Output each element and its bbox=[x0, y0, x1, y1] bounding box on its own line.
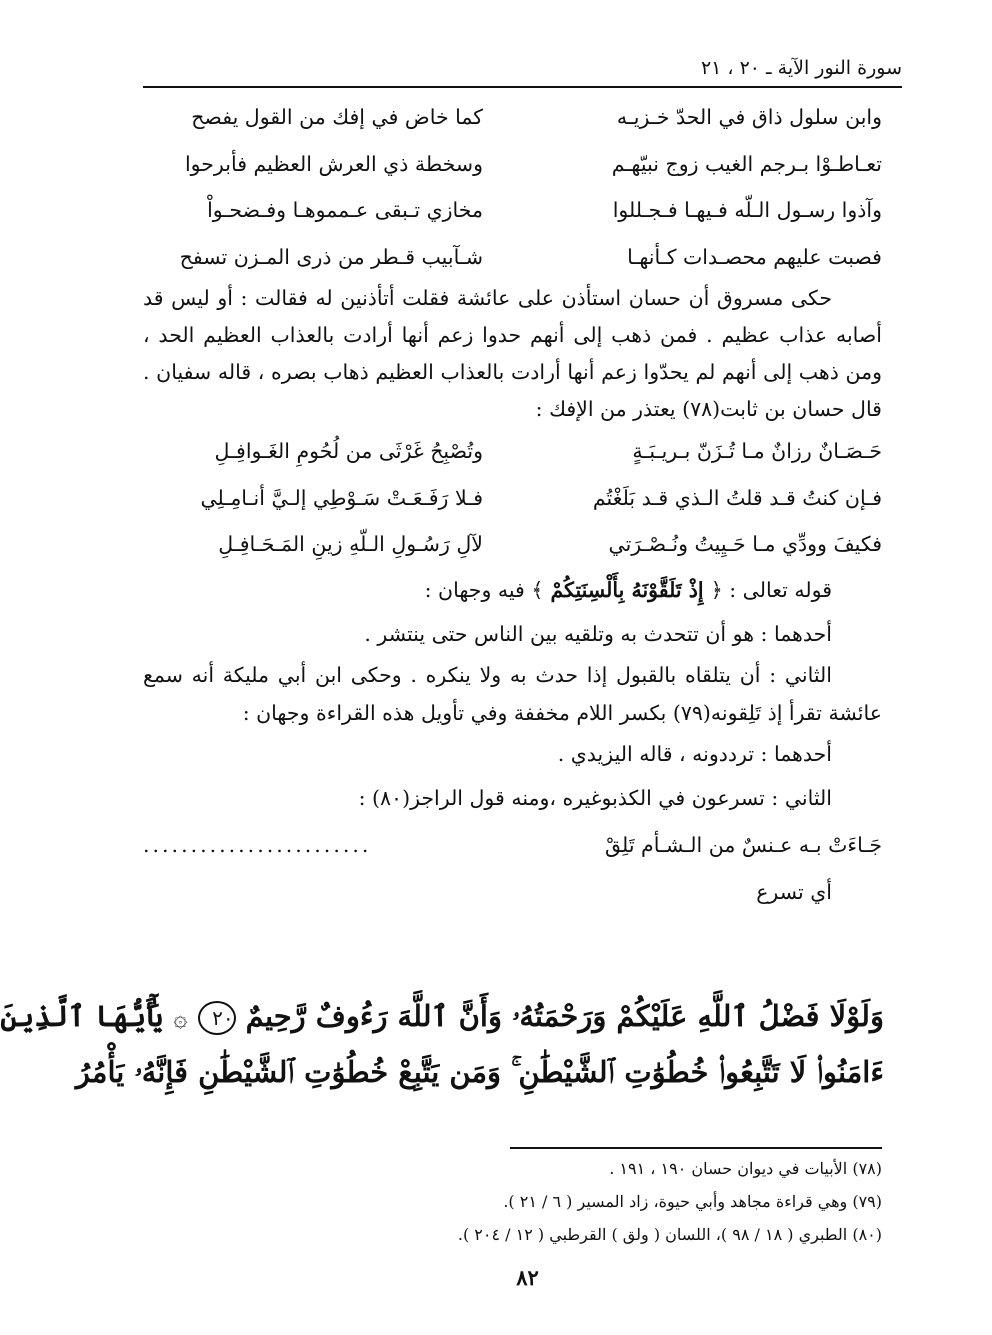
reading-interpretation-1: أحدهما : ترددونه ، قاله اليزيدي . bbox=[557, 741, 832, 766]
verse-first-hemistich: تعـاطـوْا بـرجم الغيب زوج نبيّهـم bbox=[611, 151, 882, 176]
verse-second-hemistich: مخازي تـبقى عـمموهـا وفـضحـواْ bbox=[207, 198, 483, 222]
page-number: ٨٢ bbox=[516, 1265, 539, 1290]
verse-second-hemistich: شـآبيب قـطر من ذرى المـزن تسفح bbox=[179, 244, 483, 269]
verse-second-hemistich: فـلا رَفَـعَـتْ سَـوْطِي إلـيَّ أنـامِـلِي bbox=[200, 485, 483, 510]
verse-first-hemistich: حَـصَـانٌ رزانٌ مـا تُـزَنّ بـريـبَـةٍ bbox=[632, 439, 882, 463]
citation-outro: فيه وجهان : bbox=[424, 577, 532, 602]
footnote-item: (٧٩) وهي قراءة مجاهد وأبي حيوة، زاد المسير ( ٦ / ٢١ ). bbox=[503, 1192, 882, 1211]
quran-citation-line bbox=[143, 568, 882, 612]
citation-intro: قوله تعالى : bbox=[722, 577, 832, 602]
first-interpretation: أحدهما : هو أن تتحدث به وتلقيه بين الناس حتى ينتشر . bbox=[364, 621, 832, 646]
verse-line bbox=[143, 521, 882, 568]
verse-line bbox=[143, 234, 882, 281]
rajaz-verse bbox=[143, 820, 882, 870]
verse-line bbox=[143, 475, 882, 522]
rajaz-ellipsis: ........................ bbox=[143, 832, 372, 857]
footnote-item: (٧٨) الأبيات في ديوان حسان ١٩٠ ، ١٩١ . bbox=[609, 1159, 882, 1178]
poem-hassan-1 bbox=[143, 94, 882, 280]
rub-el-hizb-icon: ۞ bbox=[173, 1004, 188, 1032]
footnote-rule bbox=[510, 1147, 882, 1149]
verse-line bbox=[143, 141, 882, 188]
verse-line bbox=[143, 94, 882, 141]
verse-second-hemistich: وتُصْبِحُ غَرْثَى من لُحُومِ الغَـوافِـلِ bbox=[214, 439, 483, 463]
verse-second-hemistich: كما خاض في إفك من القول يفصح bbox=[191, 105, 483, 129]
verse-line bbox=[143, 428, 882, 475]
page-content bbox=[143, 94, 882, 914]
quran-quote: إِذْ تَلَقَّوْنَهُ بِأَلْسِنَتِكُمْ bbox=[543, 577, 711, 602]
verse-first-hemistich: فـإن كنتُ قـد قلتُ الـذي قـد بَلَغْتُم bbox=[592, 485, 882, 510]
verse-first-hemistich: وابن سلول ذاق في الحدّ خـزيـه bbox=[616, 105, 882, 129]
rajaz-hemistich: جَـاءَتْ بـه عـنسٌ من الـشـأم تَلِقْ bbox=[604, 832, 882, 857]
gloss-line: أي تسرع bbox=[756, 879, 832, 904]
verse-first-hemistich: فصبت عليهم محصـدات كـأنهـا bbox=[627, 244, 882, 269]
ornate-bracket-close-icon: ﴾ bbox=[531, 577, 544, 602]
reading-interpretation-2: الثاني : تسرعون في الكذبوغيره ،ومنه قول الراجز(٨٠) : bbox=[358, 785, 832, 810]
second-interpretation: الثاني : أن يتلقاه بالقبول إذا حدث به ولا ينكره . وحكى ابن أبي مليكة أنه سمع عائشة تقرأ إذ تَلِقونه(٧٩) بكسر اللام مخففة وفي تأويل هذه القراءة وجهان : bbox=[143, 662, 882, 725]
footnote-item: (٨٠) الطبري ( ١٨ / ٩٨ )، اللسان ( ولق ) القرطبي ( ١٢ / ٢٠٤ ). bbox=[457, 1225, 882, 1244]
footnotes bbox=[423, 1152, 882, 1251]
ayah-number-marker: ٢٠ bbox=[198, 1001, 236, 1035]
quran-verse-block bbox=[0, 988, 884, 1100]
ornate-bracket-open-icon: ﴿ bbox=[710, 577, 723, 602]
quran-line bbox=[0, 988, 884, 1044]
header-rule bbox=[143, 86, 902, 88]
verse-second-hemistich: وسخطة ذي العرش العظيم فأبرحوا bbox=[184, 151, 483, 176]
verse-first-hemistich: فكيفَ وودِّي مـا حَـيِيتُ ونُـصْـرَتي bbox=[608, 532, 882, 556]
poem-hassan-2 bbox=[143, 428, 882, 568]
paragraph-masruq: حكى مسروق أن حسان استأذن على عائشة فقلت أتأذنين له فقالت : أو ليس قد أصابه عذاب عظيم . فمن ذهب إلى أنهم حدوا زعم أنها أرادت بالعذاب العظيم الحد ، ومن ذهب إلى أنهم لم يحدّوا زعم أنها أرادت بالعذاب العظيم ذهاب بصره ، قاله سفيان . قال حسان بن ثابت(٧٨) يعتذر من الإفك : bbox=[143, 286, 882, 421]
verse-second-hemistich: لآلِ رَسُـولِ الـلّهِ زينِ المَـحَـافِـلِ bbox=[218, 532, 483, 556]
verse-first-hemistich: وآذوا رسـول الـلّه فـيهـا فـجـللوا bbox=[612, 198, 882, 222]
quran-text: وَلَوْلَا فَضْلُ ٱللَّهِ عَلَيْكُمْ وَرَحْمَتُهُۥ وَأَنَّ ٱللَّهَ رَءُوفٌ رَّحِيمٌ bbox=[245, 999, 884, 1033]
quran-text: يَٰٓأَيُّهَا ٱلَّذِينَ bbox=[0, 999, 164, 1033]
verse-line bbox=[143, 187, 882, 234]
running-head: سورة النور الآية ـ ٢٠ ، ٢١ bbox=[700, 57, 902, 79]
quran-line: ءَامَنُوا۟ لَا تَتَّبِعُوا۟ خُطُوَٰتِ ٱلشَّيْطَٰنِ ۚ وَمَن يَتَّبِعْ خُطُوَٰتِ ٱلشَّيْطَٰنِ فَإِنَّهُۥ يَأْمُرُ bbox=[75, 1055, 884, 1089]
